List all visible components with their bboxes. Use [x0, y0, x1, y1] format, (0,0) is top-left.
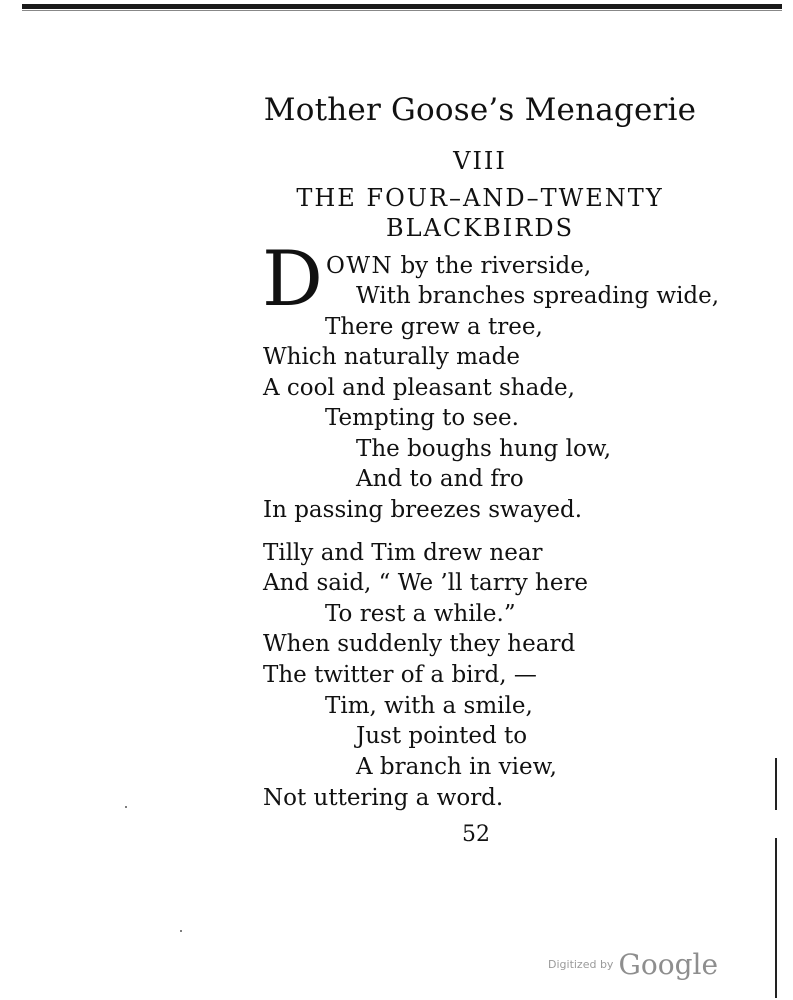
- google-logo: Google: [618, 948, 719, 981]
- poem-line: Not uttering a word.: [263, 785, 504, 811]
- drop-cap: D: [262, 234, 323, 323]
- digitized-watermark: [548, 948, 718, 981]
- top-rule: [22, 4, 782, 9]
- scan-speck: [125, 806, 127, 808]
- running-head: Mother Goose’s Menagerie: [263, 92, 697, 128]
- poem-line: The twitter of a bird, —: [263, 662, 537, 688]
- poem-line: A cool and pleasant shade,: [263, 375, 575, 401]
- poem-line: The boughs hung low,: [356, 436, 612, 462]
- scan-speck: [180, 930, 182, 932]
- poem-line-1: [326, 252, 591, 280]
- poem-line: And to and fro: [356, 466, 524, 492]
- poem-line: And said, “ We ’ll tarry here: [263, 570, 589, 596]
- poem-line: Which naturally made: [263, 344, 520, 370]
- top-rule-shadow: [22, 10, 782, 11]
- poem-title-line-1: THE FOUR–AND–TWENTY: [296, 184, 664, 212]
- poem-line: To rest a while.”: [325, 601, 516, 627]
- scan-edge-mark: [775, 838, 777, 998]
- poem-line: There grew a tree,: [325, 314, 543, 340]
- first-line-rest: by the riverside,: [400, 253, 592, 279]
- page-number: 52: [462, 822, 490, 847]
- poem-title-line-2: BLACKBIRDS: [385, 214, 575, 242]
- poem-line: Tilly and Tim drew near: [263, 540, 543, 566]
- poem-line: A branch in view,: [356, 754, 557, 780]
- poem-line: When suddenly they heard: [263, 631, 576, 657]
- section-number: VIII: [453, 147, 507, 175]
- poem-line: With branches spreading wide,: [356, 283, 720, 309]
- poem-line: Tempting to see.: [325, 405, 519, 431]
- digitized-prefix: Digitized by: [548, 958, 614, 971]
- scan-edge-mark: [775, 758, 777, 810]
- poem-line: Tim, with a smile,: [325, 693, 533, 719]
- first-word-rest: OWN: [326, 253, 394, 279]
- poem-line: In passing breezes swayed.: [263, 497, 583, 523]
- poem-line: Just pointed to: [356, 723, 528, 749]
